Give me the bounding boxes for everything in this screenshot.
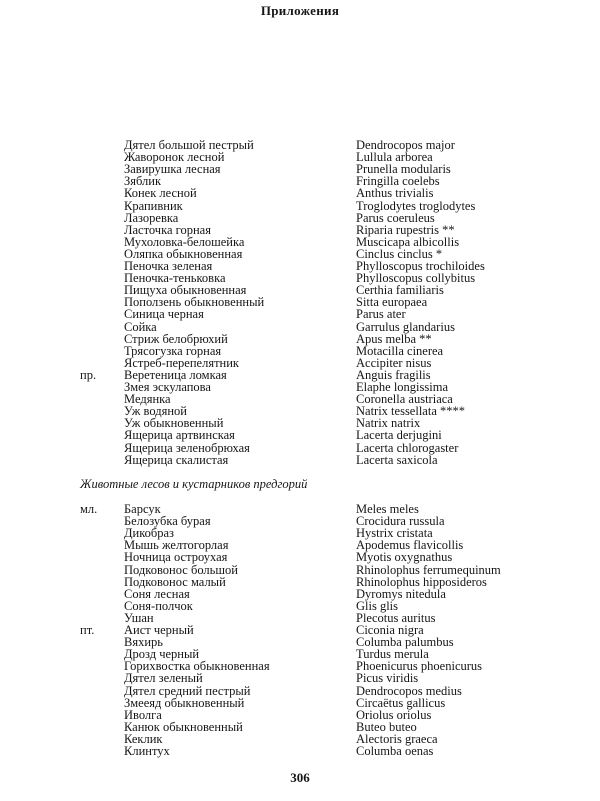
russian-name: Кеклик — [124, 731, 163, 746]
russian-name: Жаворонок лесной — [124, 150, 225, 165]
latin-name: Apus melba ** — [356, 331, 432, 346]
russian-name: Дятел средний пестрый — [124, 683, 251, 698]
latin-name: Columba palumbus — [356, 635, 454, 650]
russian-name: Веретеница ломкая — [124, 367, 227, 382]
russian-name: Завирушка лесная — [124, 162, 221, 177]
latin-name: Phylloscopus collybitus — [356, 271, 476, 286]
latin-name: Hystrix cristata — [356, 526, 433, 541]
latin-name: Dyromys nitedula — [356, 586, 446, 601]
page-header: Приложения — [260, 3, 340, 18]
russian-name: Стриж белобрюхий — [124, 331, 228, 346]
latin-name: Lacerta derjugini — [356, 428, 442, 443]
latin-name: Alectoris graeca — [356, 731, 438, 746]
latin-name: Plecotus auritus — [356, 610, 436, 625]
russian-name: Дикобраз — [124, 526, 174, 541]
russian-name: Синица черная — [124, 307, 204, 322]
russian-name: Медянка — [124, 392, 171, 407]
russian-name: Горихвостка обыкновенная — [124, 659, 270, 674]
latin-name: Ciconia nigra — [356, 623, 424, 637]
russian-name: Конек лесной — [124, 186, 197, 201]
russian-name: Ушан — [124, 610, 154, 625]
russian-name: Дрозд черный — [124, 647, 200, 662]
latin-name: Rhinolophus hipposideros — [356, 574, 487, 589]
russian-name: Ночница остроухая — [124, 550, 228, 565]
russian-name: Ласточка горная — [124, 222, 211, 237]
russian-name: Барсук — [124, 502, 161, 516]
latin-name: Myotis oxygnathus — [356, 550, 453, 565]
russian-name: Уж водяной — [124, 404, 187, 419]
latin-name: Phylloscopus trochiloides — [356, 259, 485, 273]
latin-name: Glis glis — [356, 598, 399, 613]
table-row — [0, 744, 600, 758]
category-label: мл. — [80, 502, 98, 516]
latin-name: Dendrocopos major — [356, 138, 455, 152]
latin-name: Elaphe longissima — [356, 380, 448, 394]
latin-name: Phoenicurus phoenicurus — [356, 659, 483, 674]
category-label: пт. — [80, 623, 95, 637]
latin-name: Lacerta chlorogaster — [356, 440, 459, 455]
russian-name: Аист черный — [124, 623, 194, 637]
latin-name: Dendrocopos medius — [356, 683, 462, 698]
russian-name: Клинтух — [124, 744, 170, 758]
latin-name: Motacilla cinerea — [356, 343, 444, 358]
russian-name: Оляпка обыкновенная — [124, 246, 243, 261]
latin-name: Columba oenas — [356, 744, 434, 758]
latin-name: Rhinolophus ferrumequinum — [356, 562, 501, 577]
table-row — [0, 453, 600, 467]
russian-name: Пеночка зеленая — [124, 259, 213, 273]
section-title: Животные лесов и кустарников предгорий — [80, 477, 308, 491]
latin-name: Cinclus cinclus * — [356, 246, 443, 261]
russian-name: Мухоловка-белошейка — [124, 234, 245, 249]
russian-name: Поползень обыкновенный — [124, 295, 265, 310]
russian-name: Ящерица скалистая — [124, 452, 229, 467]
russian-name: Ястреб-перепелятник — [124, 355, 239, 370]
latin-name: Certhia familiaris — [356, 283, 444, 298]
latin-name: Lacerta saxicola — [356, 452, 438, 467]
russian-name: Соня-полчок — [124, 598, 193, 613]
latin-name: Sitta europaea — [356, 295, 428, 310]
russian-name: Вяхирь — [124, 635, 163, 650]
russian-name: Змееяд обыкновенный — [124, 695, 245, 710]
russian-name: Пищуха обыкновенная — [124, 283, 247, 298]
russian-name: Ящерица артвинская — [124, 428, 235, 443]
latin-name: Crocidura russula — [356, 514, 445, 529]
russian-name: Зяблик — [124, 174, 162, 189]
russian-name: Змея эскулапова — [124, 380, 211, 394]
latin-name: Prunella modularis — [356, 162, 451, 177]
russian-name: Пеночка-теньковка — [124, 271, 226, 286]
russian-name: Крапивник — [124, 198, 183, 213]
latin-name: Turdus merula — [356, 647, 429, 662]
russian-name: Трясогузка горная — [124, 343, 222, 358]
russian-name: Иволга — [124, 707, 162, 722]
russian-name: Дятел большой пестрый — [124, 138, 254, 152]
category-label: пр. — [80, 367, 97, 382]
latin-name: Parus coeruleus — [356, 210, 435, 225]
russian-name: Подковонос малый — [124, 574, 226, 589]
russian-name: Сойка — [124, 319, 157, 334]
latin-name: Natrix natrix — [356, 416, 421, 431]
russian-name: Лазоревка — [124, 210, 179, 225]
russian-name: Канюк обыкновенный — [124, 719, 243, 734]
russian-name: Белозубка бурая — [124, 514, 211, 529]
latin-name: Circaëtus gallicus — [356, 695, 446, 710]
latin-name: Muscicapa albicollis — [356, 234, 460, 249]
latin-name: Buteo buteo — [356, 719, 417, 734]
russian-name: Подковонос большой — [124, 562, 238, 577]
latin-name: Apodemus flavicollis — [356, 538, 464, 553]
russian-name: Мышь желтогорлая — [124, 538, 229, 553]
latin-name: Picus viridis — [356, 671, 419, 686]
latin-name: Lullula arborea — [356, 150, 433, 165]
latin-name: Anthus trivialis — [356, 186, 434, 201]
page-number: 306 — [290, 770, 310, 785]
latin-name: Coronella austriaca — [356, 392, 453, 407]
russian-name: Уж обыкновенный — [124, 416, 224, 431]
latin-name: Anguis fragilis — [356, 367, 431, 382]
russian-name: Ящерица зеленобрюхая — [124, 440, 250, 455]
russian-name: Дятел зеленый — [124, 671, 203, 686]
latin-name: Natrix tessellata **** — [356, 404, 465, 419]
russian-name: Соня лесная — [124, 586, 190, 601]
latin-name: Riparia rupestris ** — [356, 222, 455, 237]
latin-name: Fringilla coelebs — [356, 174, 440, 189]
latin-name: Troglodytes troglodytes — [356, 198, 476, 213]
latin-name: Oriolus oriolus — [356, 707, 432, 722]
latin-name: Garrulus glandarius — [356, 319, 455, 334]
latin-name: Parus ater — [356, 307, 406, 322]
latin-name: Meles meles — [356, 502, 419, 516]
latin-name: Accipiter nisus — [356, 355, 432, 370]
